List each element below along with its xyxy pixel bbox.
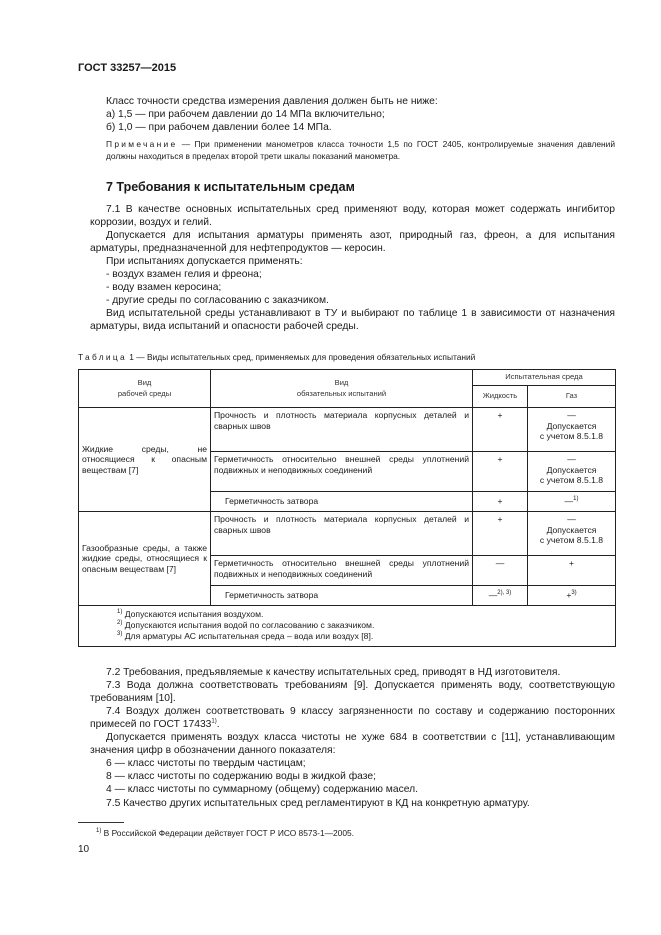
table-cell-liquid: — bbox=[473, 556, 528, 586]
paragraph-7-1: 7.1 В качестве основных испытательных сред применяют воду, которая может содержать ингибитор коррозии, воздух и гелий. bbox=[90, 204, 615, 228]
intro-line-3: б) 1,0 — при рабочем давлении более 14 МПа. bbox=[106, 122, 332, 133]
table-footnote: $^{3)}$ Для арматуры АС испытательная среда – вода или воздух [8]. bbox=[117, 631, 374, 641]
header-gas: Газ bbox=[528, 386, 616, 408]
liquid-value: — bbox=[488, 590, 498, 601]
paragraph-7-3: 7.3 Вода должна соответствовать требованиям [9]. Допускается применять воду, соответствующую требованиям [10]. bbox=[90, 680, 615, 704]
page-number: 10 bbox=[78, 844, 90, 855]
paragraph-7-4: 7.4 Воздух должен соответствовать 9 классу загрязненности по составу и содержанию посторонних примесей по ГОСТ 17433$^{1)}$. bbox=[90, 706, 615, 730]
group-1-medium: Жидкие среды, не относящиеся к опасным веществам [7] bbox=[79, 408, 211, 512]
table-footnotes bbox=[79, 606, 616, 647]
table-footnote: $^{1)}$ Допускаются испытания воздухом. bbox=[117, 609, 264, 619]
footnote-divider bbox=[78, 822, 124, 823]
header-test-medium: Испытательная среда bbox=[473, 370, 616, 386]
table-cell-gas bbox=[528, 586, 616, 606]
paragraph-7-1-d: Вид испытательной среды устанавливают в ТУ и выбирают по таблице 1 в зависимости от назначения арматуры, вида испытаний и опасности рабочей среды. bbox=[90, 308, 615, 332]
note-text: — При применении манометров класса точности 1,5 по ГОСТ 2405, контролируемые значения давлений должны находиться в пределах второй трети шкалы показаний манометра. bbox=[106, 139, 615, 161]
table-cell-test: Прочность и плотность материала корпусных деталей и сварных швов bbox=[211, 408, 473, 452]
footnote-ref: 1) bbox=[573, 496, 579, 503]
table-cell-test: Герметичность относительно внешней среды уплотнений подвижных и неподвижных соединений bbox=[211, 556, 473, 586]
table-cell-gas bbox=[528, 492, 616, 512]
header-test-type: Вид обязательных испытаний bbox=[211, 370, 473, 408]
document-header: ГОСТ 33257—2015 bbox=[78, 62, 177, 74]
table-cell-gas: + bbox=[528, 556, 616, 586]
table-cell-liquid: + bbox=[473, 452, 528, 492]
table-caption-text: 1 — Виды испытательных сред, применяемых для проведения обязательных испытаний bbox=[126, 352, 476, 362]
table-cell-test: Герметичность относительно внешней среды уплотнений подвижных и неподвижных соединений bbox=[211, 452, 473, 492]
note-label: Примечание bbox=[106, 139, 178, 149]
section-title: 7 Требования к испытательным средам bbox=[106, 180, 355, 194]
table-cell-gas: — Допускается с учетом 8.5.1.8 bbox=[528, 512, 616, 556]
table-cell-liquid: + bbox=[473, 512, 528, 556]
intro-note bbox=[106, 139, 615, 162]
list-item: 8 — класс чистоты по содержанию воды в жидкой фазе; bbox=[106, 771, 376, 782]
table-cell-liquid bbox=[473, 586, 528, 606]
paragraph-7-1-c: При испытаниях допускается применять: bbox=[106, 256, 303, 267]
list-item: 6 — класс чистоты по твердым частицам; bbox=[106, 758, 306, 769]
table-cell-test: Герметичность затвора bbox=[211, 586, 473, 606]
page-footnote: $^{1)}$ В Российской Федерации действует ГОСТ Р ИСО 8573-1—2005. bbox=[96, 828, 354, 838]
paragraph-7-4-b: Допускается применять воздух класса чистоты не хуже 684 в соответствии с [11], устанавливающим значения цифр в обозначении данного показателя: bbox=[90, 732, 615, 756]
list-item: - другие среды по согласованию с заказчиком. bbox=[106, 295, 329, 306]
table-cell-test: Прочность и плотность материала корпусных деталей и сварных швов bbox=[211, 512, 473, 556]
table-footnote: $^{2)}$ Допускаются испытания водой по согласованию с заказчиком. bbox=[117, 620, 375, 630]
header-medium-type: Вид рабочей среды bbox=[79, 370, 211, 408]
gas-value: + bbox=[566, 590, 572, 601]
table-cell-gas: — Допускается с учетом 8.5.1.8 bbox=[528, 408, 616, 452]
paragraph-7-2: 7.2 Требования, предъявляемые к качеству испытательных сред, приводят в НД изготовителя. bbox=[106, 667, 561, 678]
table-cell-gas: — Допускается с учетом 8.5.1.8 bbox=[528, 452, 616, 492]
table-cell-liquid: + bbox=[473, 408, 528, 452]
list-item: - воздух взамен гелия и фреона; bbox=[106, 269, 262, 280]
test-media-table bbox=[78, 369, 616, 647]
intro-line-2: а) 1,5 — при рабочем давлении до 14 МПа включительно; bbox=[106, 109, 385, 120]
footnote-ref: 2), 3) bbox=[497, 590, 512, 597]
table-caption-label: Таблица bbox=[78, 352, 127, 362]
header-liquid: Жидкость bbox=[473, 386, 528, 408]
paragraph-7-1-b: Допускается для испытания арматуры применять азот, природный газ, фреон, а для испытания арматуры, предназначенной для нефтепродуктов — керосин. bbox=[90, 230, 615, 254]
paragraph-7-5: 7.5 Качество других испытательных сред регламентируют в КД на конкретную арматуру. bbox=[106, 798, 530, 809]
footnote-ref: 3) bbox=[571, 590, 577, 597]
footnote-ref: 1) bbox=[211, 718, 217, 725]
gas-value: — bbox=[564, 496, 574, 507]
table-cell-liquid: + bbox=[473, 492, 528, 512]
intro-line-1: Класс точности средства измерения давления должен быть не ниже: bbox=[106, 96, 438, 107]
table-caption bbox=[78, 352, 475, 362]
list-item: 4 — класс чистоты по суммарному (общему) содержанию масел. bbox=[106, 784, 419, 795]
table-cell-test: Герметичность затвора bbox=[211, 492, 473, 512]
group-2-medium: Газообразные среды, а также жидкие среды, относящиеся к опасным веществам [7] bbox=[79, 512, 211, 606]
list-item: - воду взамен керосина; bbox=[106, 282, 222, 293]
